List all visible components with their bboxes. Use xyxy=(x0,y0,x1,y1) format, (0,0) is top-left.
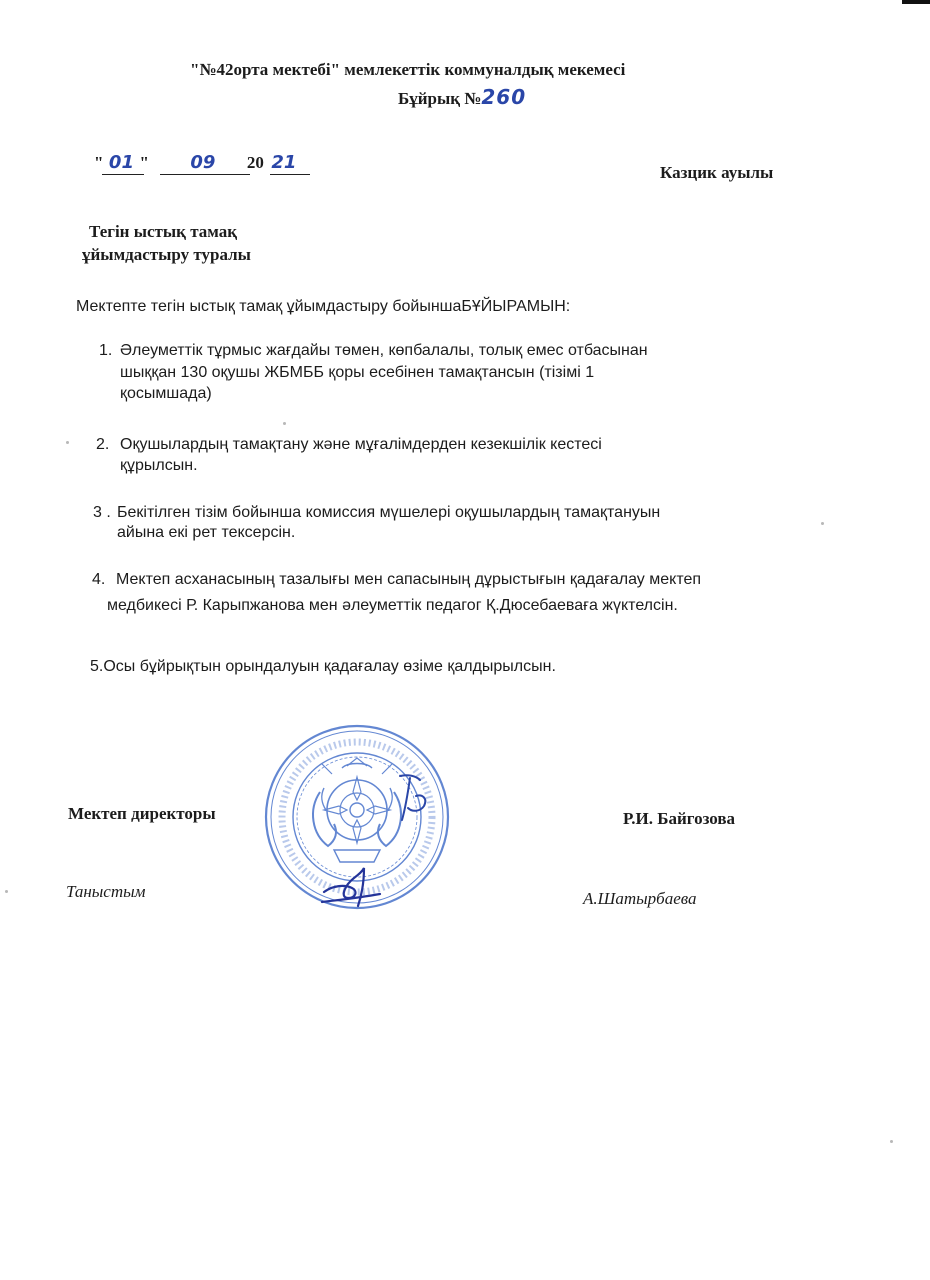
scan-speck xyxy=(283,422,286,425)
item-3-line-2: айына екі рет тексерсін. xyxy=(117,524,296,541)
item-5 xyxy=(90,658,556,676)
item-4-line-2: медбикесі Р. Карыпжанова мен әлеуметтік педагог Қ.Дюсебаеваға жүктелсін. xyxy=(107,597,678,614)
item-1-line-2: шыққан 130 оқушы ЖБМББ қоры есебінен тамақтансын (тізімі 1 xyxy=(120,364,595,381)
item-2-marker: 2. xyxy=(96,436,110,453)
order-date xyxy=(94,152,304,173)
item-1-line-3: қосымшада) xyxy=(120,385,212,402)
order-title xyxy=(398,85,526,109)
institution-title: "№42орта мектебі" мемлекеттік коммуналдық мекемесі xyxy=(190,60,626,79)
order-label: Бұйрық № xyxy=(398,89,482,108)
scan-edge-mark xyxy=(902,0,930,4)
item-1-line-1: Әлеуметтік тұрмыс жағдайы төмен, көпбалалы, толық емес отбасынан xyxy=(120,342,648,359)
item-3-line-1: Бекітілген тізім бойынша комиссия мүшелері оқушылардың тамақтануын xyxy=(117,504,661,521)
item-4-marker: 4. xyxy=(92,571,106,588)
director-title: Мектеп директоры xyxy=(68,804,216,823)
order-number: 260 xyxy=(481,85,527,109)
acquainted-name: А.Шатырбаева xyxy=(583,889,697,908)
month-underline xyxy=(160,174,250,175)
item-5-line-1: Осы бұйрықтын орындалуын қадағалау өзіме қалдырылсын. xyxy=(103,658,556,675)
subject-line-2: ұйымдастыру туралы xyxy=(82,245,251,264)
item-5-marker: 5. xyxy=(90,658,104,675)
item-2-line-2: құрылсын. xyxy=(120,457,198,474)
date-day: 01 xyxy=(108,152,134,173)
year-underline xyxy=(270,174,310,175)
acquainted-signature-icon xyxy=(318,862,388,910)
acquainted-label: Таныстым xyxy=(66,882,146,901)
day-underline xyxy=(102,174,144,175)
item-4-line-1: Мектеп асханасының тазалығы мен сапасының дұрыстығын қадағалау мектеп xyxy=(116,571,702,588)
preamble: Мектепте тегін ыстық тамақ ұйымдастыру бойыншаБҰЙЫРАМЫН: xyxy=(76,298,571,315)
scan-speck xyxy=(890,1140,893,1143)
director-name: Р.И. Байгозова xyxy=(623,809,736,828)
scan-speck xyxy=(66,441,69,444)
item-1-marker: 1. xyxy=(99,342,113,359)
date-close-quote: " xyxy=(139,153,149,172)
director-signature-icon xyxy=(386,768,446,828)
subject-line-1: Тегін ыстық тамақ xyxy=(89,222,238,241)
place-name: Казцик ауылы xyxy=(660,163,774,182)
date-open-quote: " xyxy=(94,153,104,172)
item-3-marker: 3 . xyxy=(93,504,111,521)
scan-speck xyxy=(821,522,824,525)
item-2-line-1: Оқушылардың тамақтану және мұғалімдерден кезекшілік кестесі xyxy=(120,436,602,453)
date-year-suffix: 21 xyxy=(271,152,297,173)
date-month: 09 xyxy=(190,152,216,173)
scan-speck xyxy=(5,890,8,893)
date-year-prefix: 20 xyxy=(246,153,264,172)
